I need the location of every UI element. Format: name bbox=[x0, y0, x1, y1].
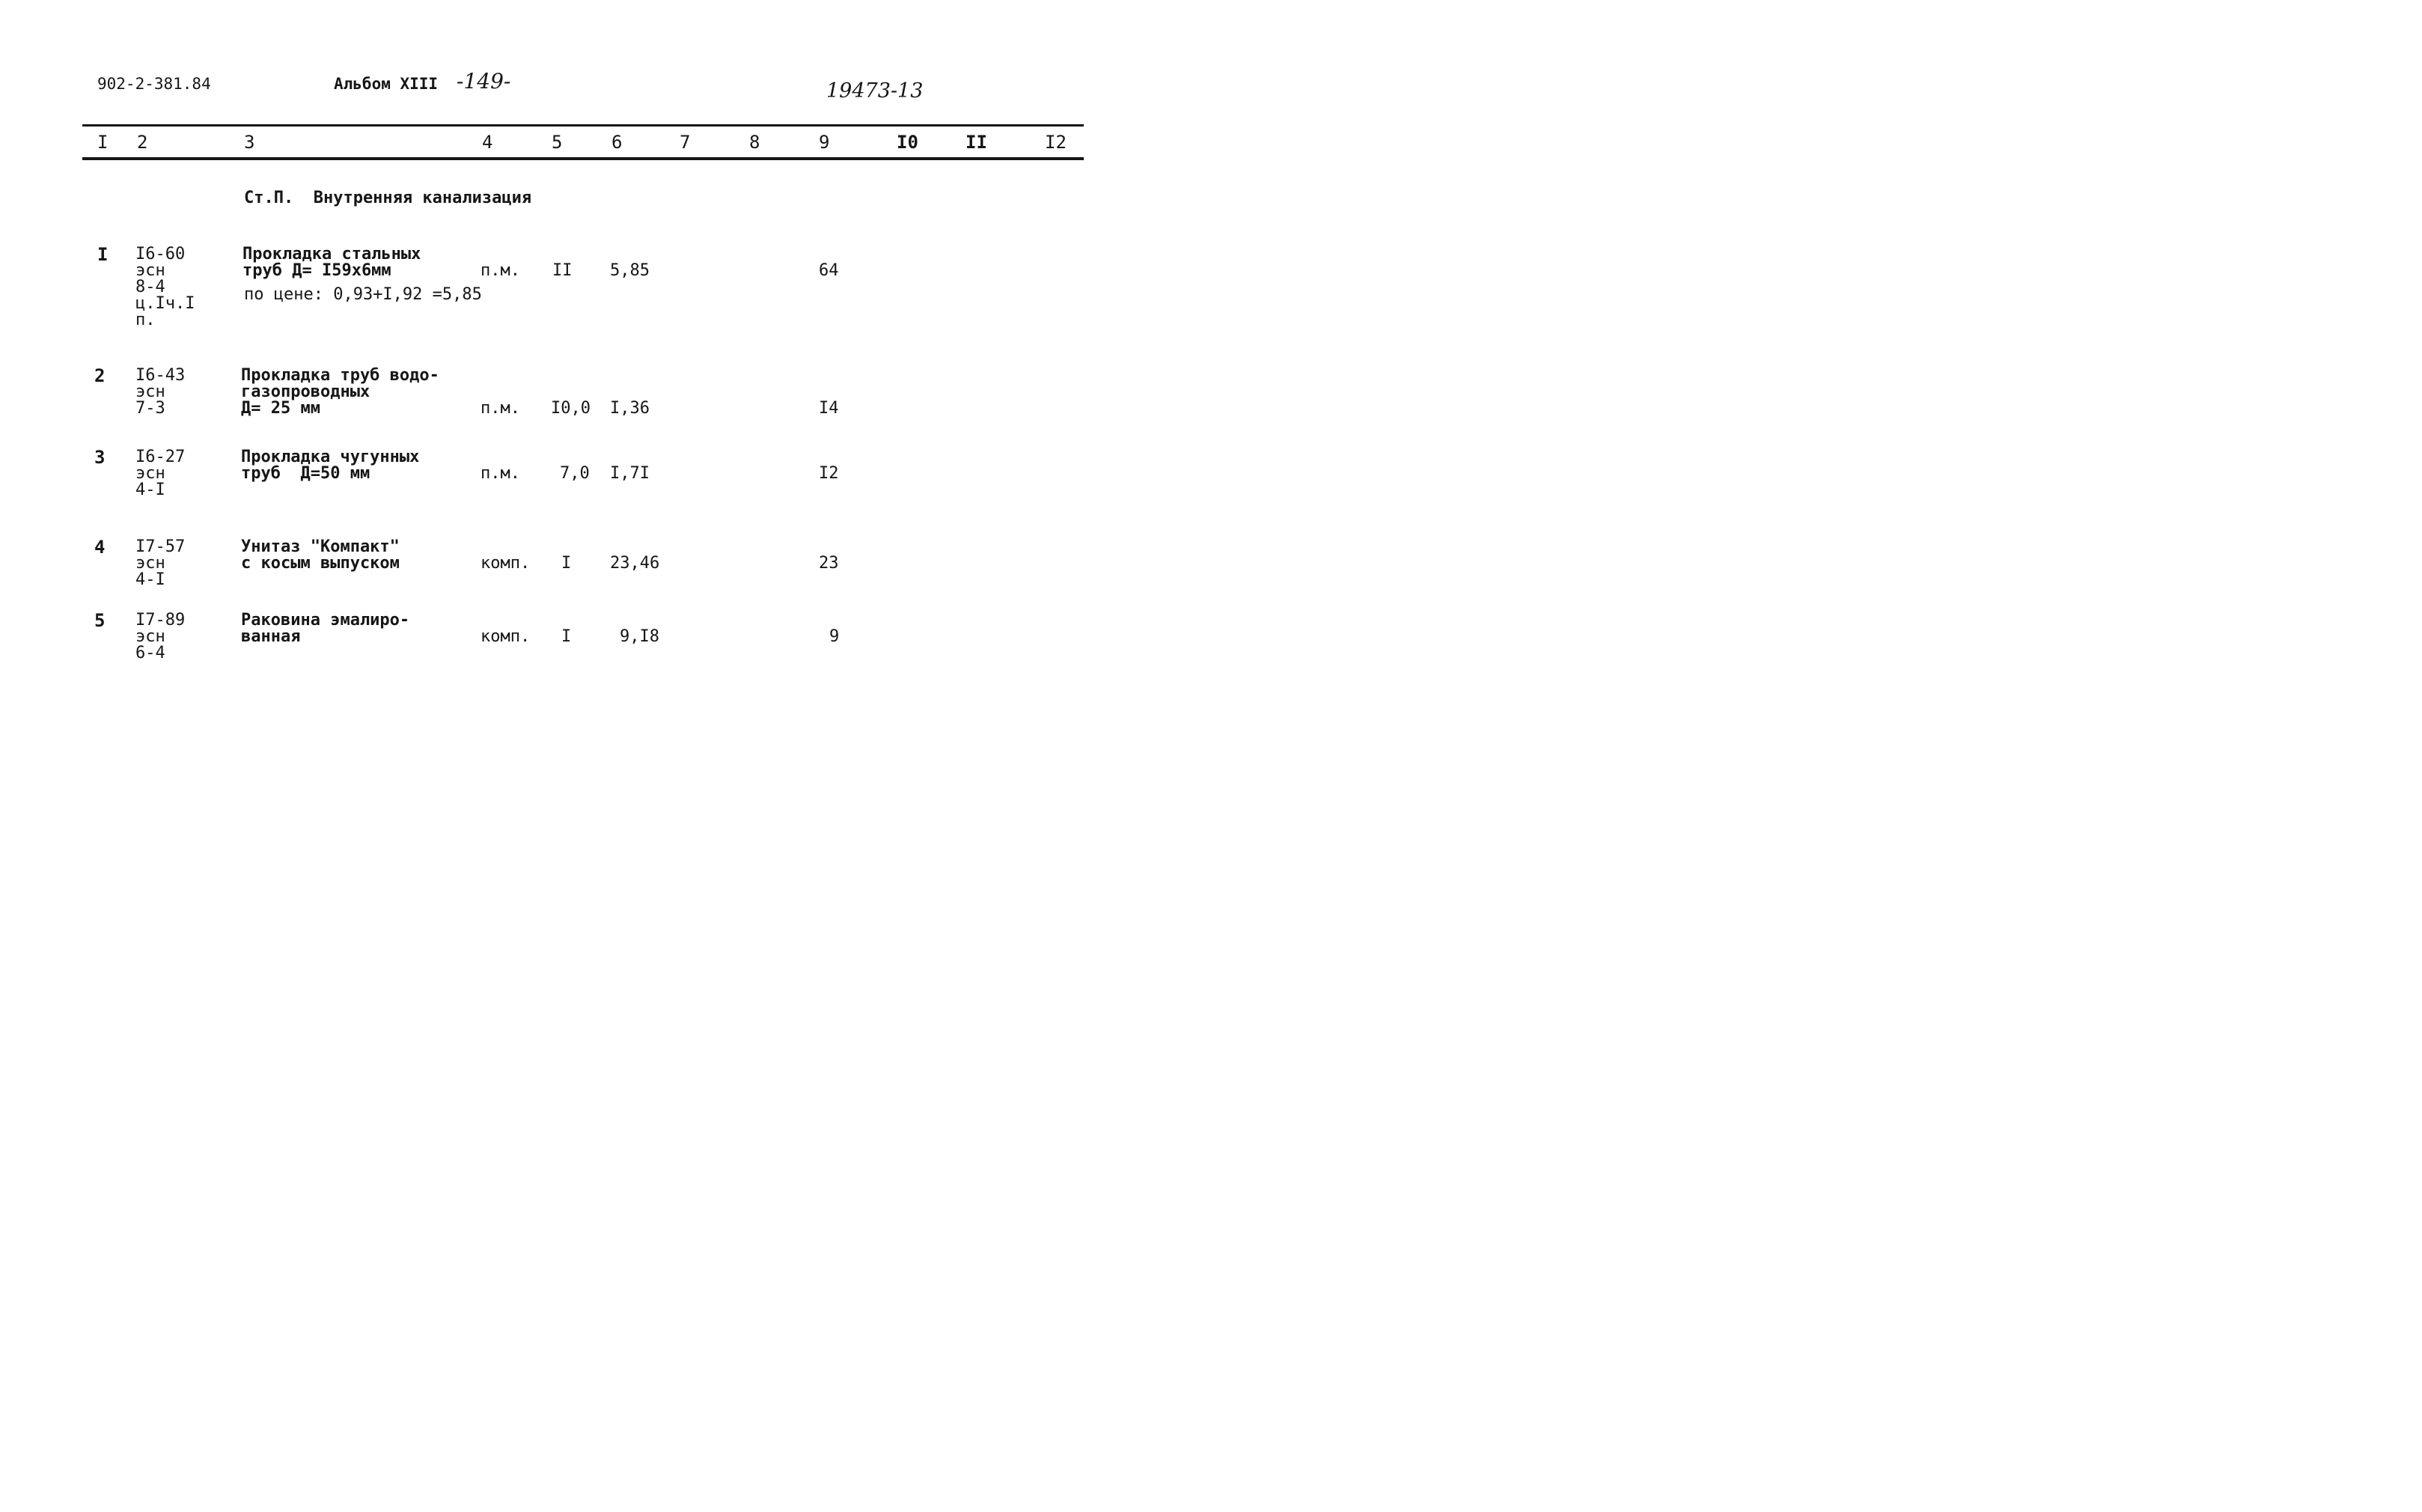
row-2-description: Прокладка труб водо- газопроводных Д= 25 мм bbox=[241, 366, 439, 418]
column-number-9: 9 bbox=[819, 132, 830, 153]
document-code: 902-2-381.84 bbox=[97, 75, 211, 93]
column-number-5: 5 bbox=[552, 132, 563, 153]
column-number-12: I2 bbox=[1045, 132, 1067, 153]
row-1-quantity: II bbox=[552, 261, 573, 280]
page-number: -149- bbox=[457, 69, 511, 94]
table-header-bottom-rule bbox=[82, 157, 1084, 160]
table-top-rule bbox=[82, 124, 1084, 126]
row-3-quantity: 7,0 bbox=[560, 464, 590, 483]
row-1-unit: п.м. bbox=[481, 261, 520, 280]
column-number-1: I bbox=[97, 132, 109, 153]
row-4-description: Унитаз "Компакт" с косым выпуском bbox=[241, 537, 400, 573]
row-2-total: I4 bbox=[819, 399, 839, 418]
row-5-unit-price: 9,I8 bbox=[620, 627, 659, 646]
row-1-code: I6-60 эсн 8-4 ц.Iч.I п. bbox=[135, 245, 195, 329]
row-4-unit-price: 23,46 bbox=[610, 554, 660, 573]
row-5-quantity: I bbox=[561, 627, 572, 646]
row-1-price-note: по цене: 0,93+I,92 =5,85 bbox=[244, 285, 482, 304]
row-4-code: I7-57 эсн 4-I bbox=[135, 537, 186, 589]
column-number-11: II bbox=[966, 132, 987, 153]
row-2-number: 2 bbox=[94, 365, 106, 386]
column-number-7: 7 bbox=[680, 132, 691, 153]
row-4-number: 4 bbox=[94, 537, 106, 558]
row-1-total: 64 bbox=[819, 261, 839, 280]
row-5-description: Раковина эмалиро- ванная bbox=[241, 611, 410, 646]
row-2-unit: п.м. bbox=[481, 399, 520, 418]
row-2-quantity: I0,0 bbox=[551, 399, 591, 418]
row-5-code: I7-89 эсн 6-4 bbox=[135, 611, 186, 662]
album-label: Альбом XIII bbox=[334, 75, 439, 93]
row-2-unit-price: I,36 bbox=[610, 399, 650, 418]
column-number-3: 3 bbox=[244, 132, 255, 153]
row-3-code: I6-27 эсн 4-I bbox=[135, 448, 186, 499]
row-3-number: 3 bbox=[94, 447, 106, 468]
row-4-unit: комп. bbox=[481, 554, 531, 573]
archive-number: 19473-13 bbox=[826, 79, 924, 103]
row-2-code: I6-43 эсн 7-3 bbox=[135, 366, 186, 418]
row-1-unit-price: 5,85 bbox=[610, 261, 650, 280]
row-5-total: 9 bbox=[829, 627, 840, 646]
row-5-number: 5 bbox=[94, 610, 106, 631]
column-number-8: 8 bbox=[749, 132, 760, 153]
row-3-unit: п.м. bbox=[481, 464, 520, 483]
row-4-quantity: I bbox=[561, 554, 572, 573]
row-5-unit: комп. bbox=[481, 627, 531, 646]
column-number-6: 6 bbox=[611, 132, 623, 153]
row-3-total: I2 bbox=[819, 464, 839, 483]
row-3-unit-price: I,7I bbox=[610, 464, 650, 483]
row-1-description: Прокладка стальных труб Д= I59х6мм bbox=[242, 245, 421, 280]
column-number-4: 4 bbox=[482, 132, 493, 153]
row-3-description: Прокладка чугунных труб Д=50 мм bbox=[241, 448, 420, 483]
column-number-2: 2 bbox=[137, 132, 148, 153]
column-number-10: I0 bbox=[897, 132, 918, 153]
row-4-total: 23 bbox=[819, 554, 839, 573]
row-1-number: I bbox=[97, 244, 109, 265]
section-title: Ст.П. Внутренняя канализация bbox=[244, 189, 532, 207]
